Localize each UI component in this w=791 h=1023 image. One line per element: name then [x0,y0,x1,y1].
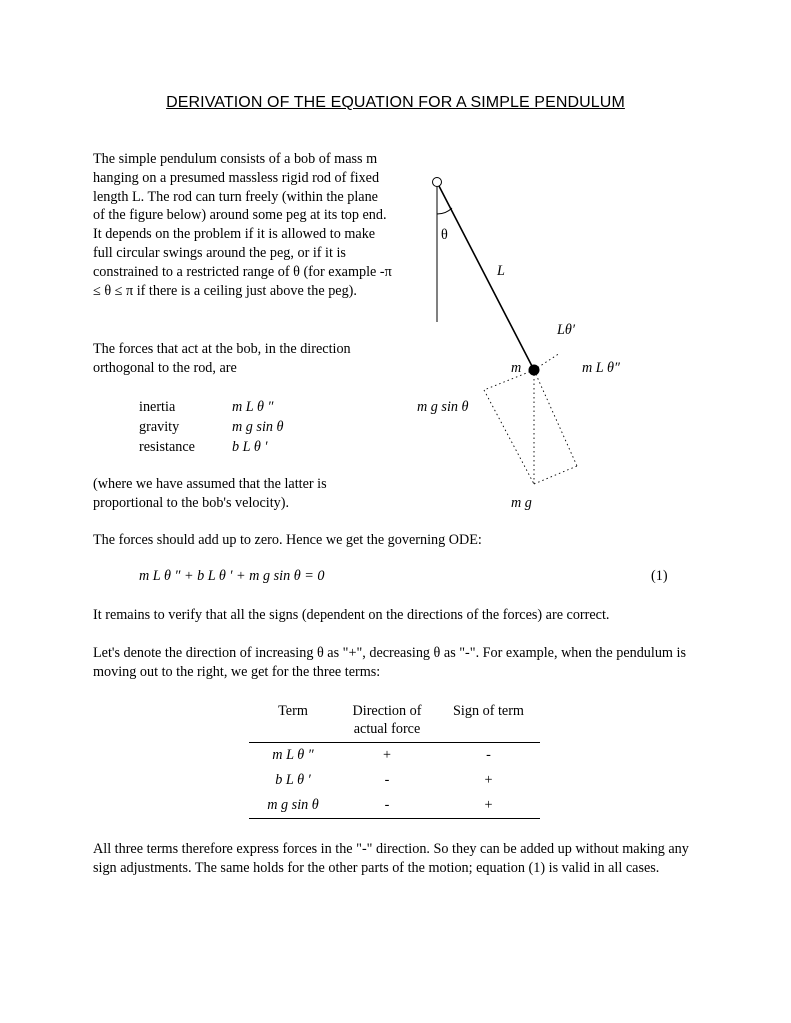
force-name: gravity [139,419,180,435]
table-row [249,768,540,793]
assumption-note: (where we have assumed that the latter is proportional to the bob's velocity). [93,476,327,511]
equation-number: (1) [651,568,668,584]
inertia-force-label: m L θ″ [582,360,620,376]
force-expression: m g sin θ [232,419,284,435]
rod-length-label: L [497,263,505,279]
sign-convention-paragraph: Let's denote the direction of increasing θ as "+", decreasing θ as "-". For example, when the pendulum is moving out to the right, we get for the three terms: [93,645,686,680]
intro-paragraph: The simple pendulum consists of a bob of mass m hanging on a presumed massless rigid rod of fixed length L. The rod can turn freely (within the plane of the figure below) around some peg at its top end. It depends on the problem if it is allowed to make full circular swings around the peg, or if it is constrained to a restricted range of θ (for example -π ≤ θ ≤ π if there is a ceiling just above the peg). [93,151,392,299]
table-row [249,793,540,818]
sign-cell: + [484,797,493,813]
term-cell: m g sin θ [267,797,319,813]
forces-intro-paragraph: The forces that act at the bob, in the direction orthogonal to the rod, are [93,341,351,376]
sign-table-header [249,700,540,743]
page-title: DERIVATION OF THE EQUATION FOR A SIMPLE PENDULUM [166,94,625,111]
sign-table-bottom-rule [249,818,540,819]
direction-cell: + [382,747,391,763]
velocity-label: Lθ′ [557,322,575,338]
sign-cell: + [484,772,493,788]
force-expression: b L θ ′ [232,439,268,455]
force-expression: m L θ ″ [232,399,274,415]
pivot-peg [433,178,442,187]
header-term: Term [278,703,308,719]
add-up-paragraph: The forces should add up to zero. Hence we get the governing ODE: [93,532,482,548]
term-cell: b L θ ′ [275,772,311,788]
table-row [249,743,540,768]
theta-label: θ [441,227,448,243]
sign-cell: - [486,747,491,763]
term-cell: m L θ ″ [272,747,314,763]
mass-label: m [511,360,522,376]
header-sign: Sign of term [453,703,524,719]
force-name: resistance [139,439,195,455]
sign-table [249,700,540,818]
header-direction: Direction of actual force [352,703,422,737]
force-name: inertia [139,399,176,415]
governing-ode: m L θ ″ + b L θ ′ + m g sin θ = 0 [139,568,325,584]
angle-arc [437,208,452,214]
verify-paragraph: It remains to verify that all the signs (dependent on the directions of the forces) are correct. [93,607,610,623]
tangential-gravity-label: m g sin θ [417,399,469,415]
direction-cell: - [384,797,390,813]
pendulum-bob [529,365,540,376]
conclusion-paragraph: All three terms therefore express forces in the "-" direction. So they can be added up without making any sign adjustments. The same holds for the other parts of the motion; equation (1) is valid in all cases. [93,841,689,876]
gravity-label: m g [511,495,532,511]
direction-cell: - [384,772,390,788]
pendulum-rod [439,186,534,370]
